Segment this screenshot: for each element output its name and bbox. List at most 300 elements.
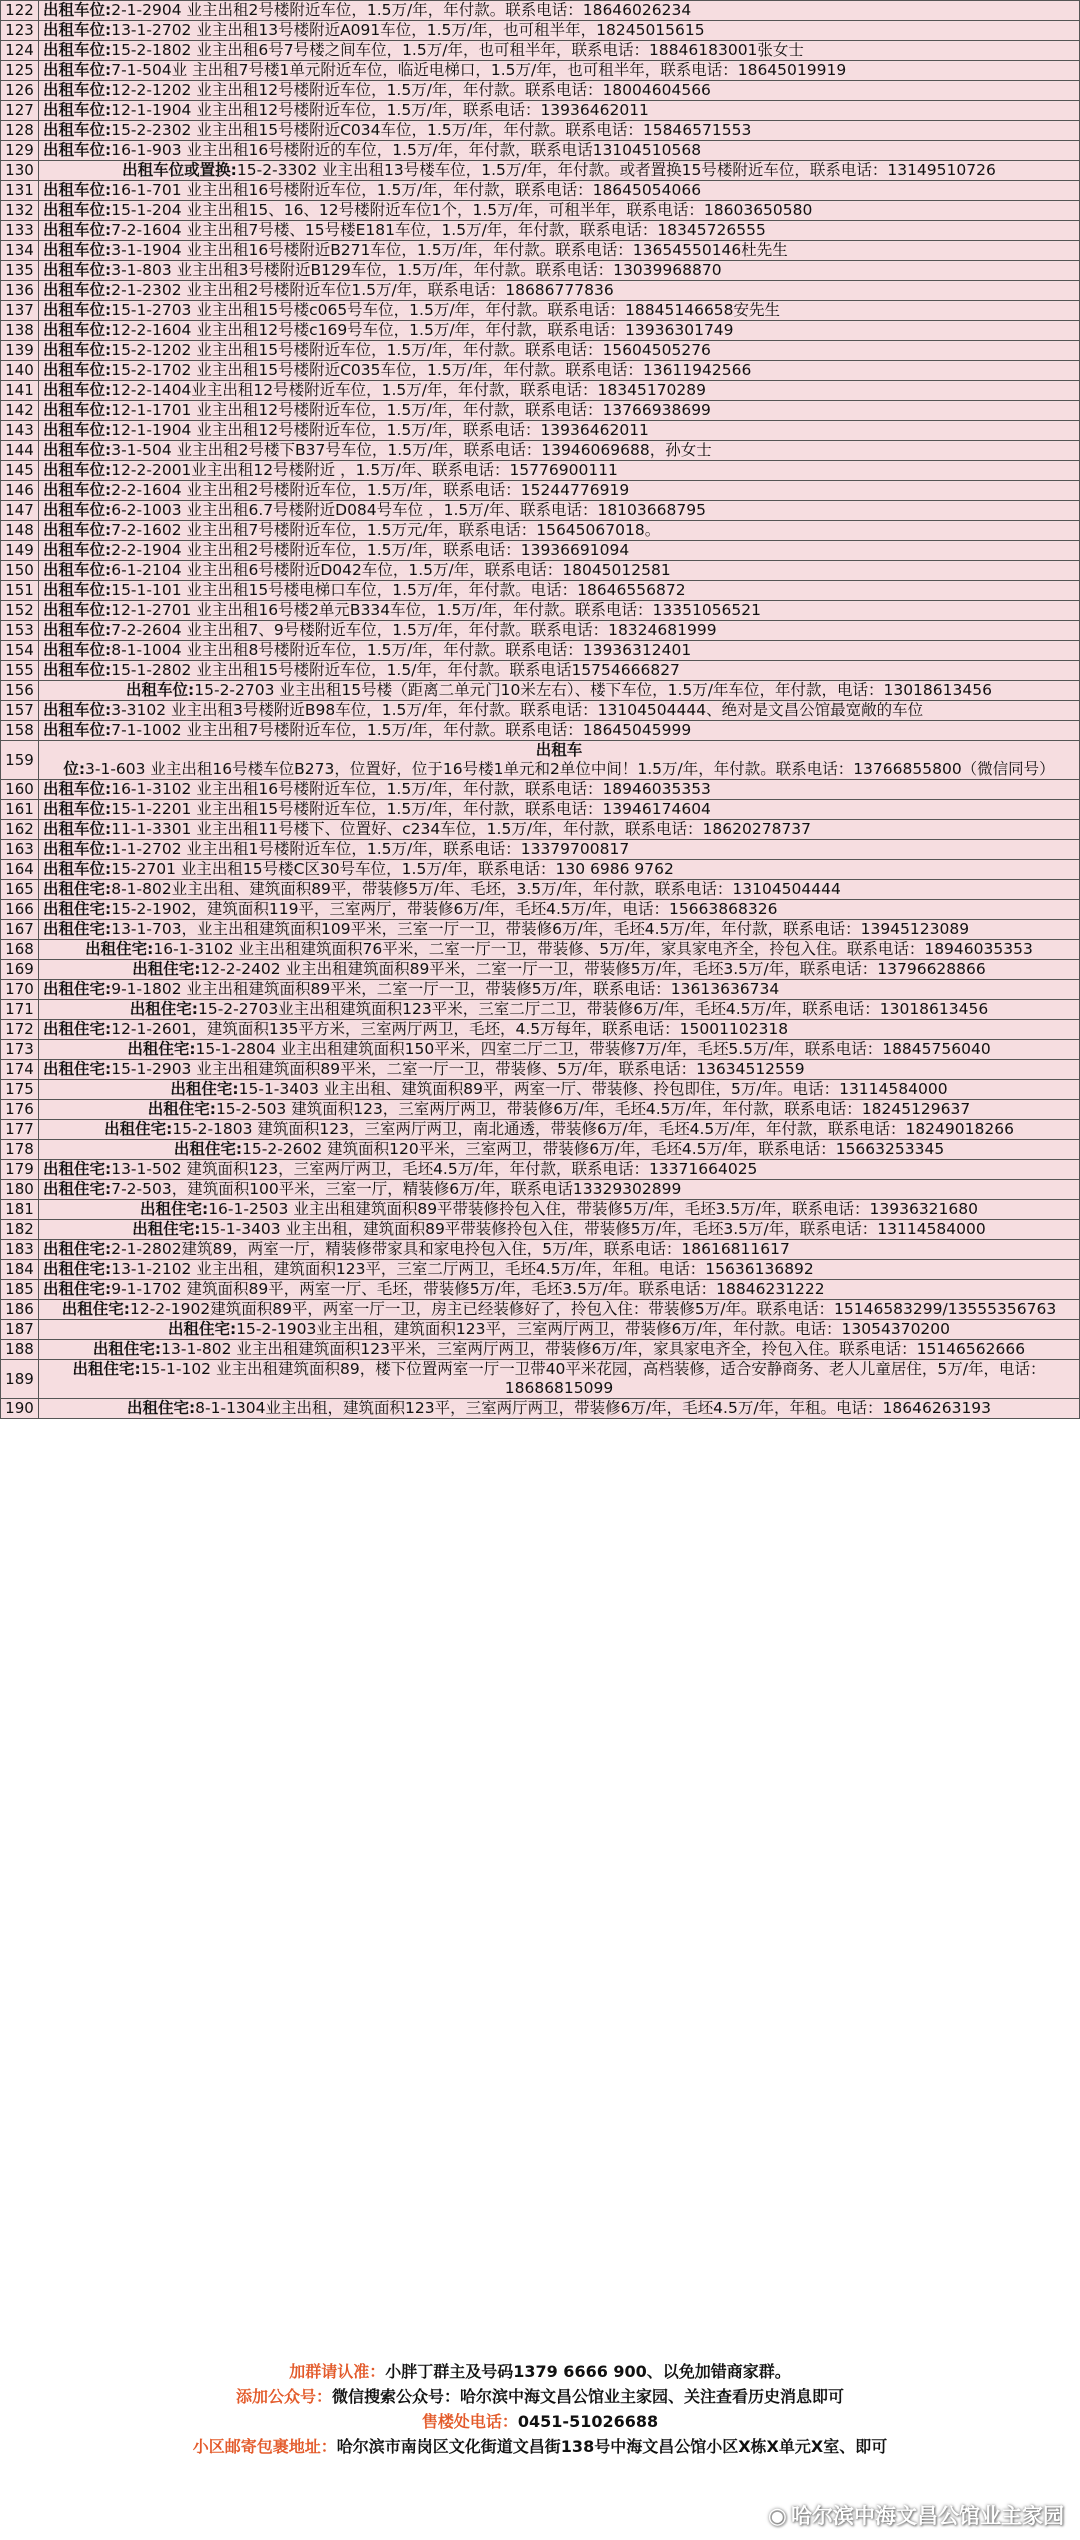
listing-type-label: 出租住宅: [43, 1060, 112, 1078]
listing-text: 15-2-2302 业主出租15号楼附近C034车位，1.5万/年，年付款。联系电话：15846571553 [111, 121, 752, 139]
listing-type-label: 出租住宅: [132, 1220, 201, 1238]
listing-description [39, 181, 1080, 201]
listing-description [39, 1100, 1080, 1120]
row-number: 136 [1, 281, 39, 301]
listing-description [39, 661, 1080, 681]
listing-text: 6-2-1003 业主出租6.7号楼附近D084号车位 ，1.5万/年、联系电话：18103668795 [111, 501, 706, 519]
row-number: 138 [1, 321, 39, 341]
row-number: 187 [1, 1320, 39, 1340]
listing-description [39, 241, 1080, 261]
listing-description [39, 1000, 1080, 1020]
listing-type-label: 出租住宅: [43, 880, 112, 898]
row-number: 171 [1, 1000, 39, 1020]
row-number: 145 [1, 461, 39, 481]
listing-text: 15-1-2903 业主出租建筑面积89平米，二室一厅一卫，带装修、5万/年，联系电话：13634512559 [111, 1060, 805, 1078]
listing-type-label: 出租住宅: [85, 940, 154, 958]
listing-type-label: 出租住宅: [92, 1340, 162, 1358]
listing-text: 13-1-502 建筑面积123，三室两厅两卫，毛坯4.5万/年，年付款，联系电话：13371664025 [111, 1160, 758, 1178]
watermark-text: 哈尔滨中海文昌公馆业主家园 [791, 2504, 1064, 2528]
listing-description [39, 920, 1080, 940]
listing-description [39, 521, 1080, 541]
listing-type-label: 出租住宅: [72, 1360, 141, 1378]
listing-description [39, 601, 1080, 621]
table-row [1, 441, 1080, 461]
listing-description [39, 321, 1080, 341]
listing-type-label: 出租住宅: [43, 1160, 112, 1178]
listing-type-label: 出租车位: [126, 681, 195, 699]
listing-text: 15-2-1903业主出租，建筑面积123平，三室两厅两卫，带装修6万/年，年付款。电话：13054370200 [236, 1320, 951, 1338]
listing-type-label: 出租车位: [43, 141, 112, 159]
row-number: 173 [1, 1040, 39, 1060]
row-number: 133 [1, 221, 39, 241]
listing-type-label: 出租车位: [43, 201, 112, 219]
listing-type-label: 出租车位: [43, 241, 112, 259]
listing-type-label: 出租住宅: [139, 1200, 209, 1218]
footer-join-label: 加群请认准： [289, 2362, 386, 2381]
listing-type-label: 出租车位: [43, 601, 112, 619]
listing-text: 15-1-204 业主出租15、16、12号楼附近车位1个，1.5万/年，可租半年，联系电话：18603650580 [111, 201, 813, 219]
row-number: 142 [1, 401, 39, 421]
table-row [1, 1280, 1080, 1300]
listing-description [39, 880, 1080, 900]
table-row [1, 101, 1080, 121]
listing-text: 2-1-2904 业主出租2号楼附近车位，1.5万/年，年付款。联系电话：18646026234 [111, 1, 692, 19]
listing-type-label: 出租车位: [43, 1, 112, 19]
row-number: 128 [1, 121, 39, 141]
listing-description [39, 940, 1080, 960]
table-row [1, 481, 1080, 501]
table-row [1, 561, 1080, 581]
listing-description [39, 741, 1080, 780]
listing-description [39, 421, 1080, 441]
listing-type-label: 出租车位: [43, 101, 112, 119]
listing-type-label: 出租住宅: [147, 1100, 216, 1118]
listing-type-label: 出租车位: [43, 21, 112, 39]
row-number: 172 [1, 1020, 39, 1040]
footer-address-line [0, 2437, 1080, 2457]
table-row [1, 1060, 1080, 1080]
row-number: 189 [1, 1360, 39, 1399]
listing-text: 3-1-803 业主出租3号楼附近B129车位，1.5万/年，年付款。联系电话：13039968870 [111, 261, 722, 279]
listing-description [39, 441, 1080, 461]
table-row [1, 601, 1080, 621]
table-row [1, 201, 1080, 221]
table-row [1, 1120, 1080, 1140]
listing-description [39, 701, 1080, 721]
listing-text: 13-1-2102 业主出租，建筑面积123平，三室二厅两卫，毛坯4.5万/年，年租。电话：15636136892 [111, 1260, 814, 1278]
listing-description [39, 1200, 1080, 1220]
table-row [1, 840, 1080, 860]
row-number: 144 [1, 441, 39, 461]
listing-text: 3-1-504 业主出租2号楼下B37号车位，1.5万/年，联系电话：13946069688，孙女士 [111, 441, 712, 459]
table-row [1, 1320, 1080, 1340]
listing-type-label: 出租车位: [43, 401, 112, 419]
footer-wechat-line [0, 2387, 1080, 2407]
listing-type-label: 出租住宅: [43, 1020, 112, 1038]
table-row [1, 521, 1080, 541]
listing-type-label: 出租车位: [43, 441, 112, 459]
table-row [1, 361, 1080, 381]
listing-text: 15-2701 业主出租15号楼C区30号车位，1.5万/年，联系电话：130 6986 9762 [111, 860, 674, 878]
listing-text: 15-2-1803 建筑面积123，三室两厅两卫，南北通透，带装修6万/年，毛坯4.5万/年，年付款，联系电话：18249018266 [172, 1120, 1014, 1138]
row-number: 163 [1, 840, 39, 860]
listing-type-label: 出租车位: [43, 521, 112, 539]
listing-description [39, 381, 1080, 401]
listing-text: 13-1-2702 业主出租13号楼附近A091车位，1.5万/年，也可租半年，18245015615 [111, 21, 705, 39]
listing-description [39, 820, 1080, 840]
row-number: 177 [1, 1120, 39, 1140]
table-row [1, 541, 1080, 561]
listing-type-label: 出租车位: [43, 581, 112, 599]
row-number: 130 [1, 161, 39, 181]
table-row [1, 1, 1080, 21]
row-number: 161 [1, 800, 39, 820]
listing-text: 12-1-1904 业主出租12号楼附近车位，1.5万/年，联系电话：13936462011 [111, 101, 649, 119]
listing-text: 7-2-2604 业主出租7、9号楼附近车位，1.5万/年，年付款。联系电话：18324681999 [111, 621, 717, 639]
listing-text: 2-1-2302 业主出租2号楼附近车位1.5万/年，联系电话：18686777836 [111, 281, 614, 299]
listing-description [39, 481, 1080, 501]
listing-text: 8-1-1004 业主出租8号楼附近车位，1.5万/年，年付款。联系电话：13936312401 [111, 641, 692, 659]
table-row [1, 940, 1080, 960]
listing-type-label: 出租车位: [43, 361, 112, 379]
listing-type-label: 出租车位: [43, 481, 112, 499]
row-number: 185 [1, 1280, 39, 1300]
listing-type-label: 出租住宅: [170, 1080, 239, 1098]
listing-text: 12-2-2402 业主出租建筑面积89平米，二室一厅一卫，带装修5万/年，毛坯3.5万/年，联系电话：13796628866 [200, 960, 986, 978]
listing-description [39, 341, 1080, 361]
listing-text: 7-2-1604 业主出租7号楼、15号楼E181车位，1.5万/年，年付款，联系电话：18345726555 [111, 221, 766, 239]
listing-text: 8-1-1304业主出租，建筑面积123平，三室两厅两卫，带装修6万/年，毛坯4.5万/年，年租。电话：18646263193 [195, 1399, 992, 1417]
table-row [1, 261, 1080, 281]
listing-type-label: 出租住宅: [129, 1000, 198, 1018]
listing-text: 7-1-504业 主出租7号楼1单元附近车位，临近电梯口，1.5万/年，也可租半年，联系电话：18645019919 [111, 61, 847, 79]
row-number: 129 [1, 141, 39, 161]
watermark [768, 2500, 1064, 2530]
table-row [1, 1240, 1080, 1260]
footer-sales-line [0, 2412, 1080, 2432]
row-number: 158 [1, 721, 39, 741]
table-row [1, 641, 1080, 661]
listing-text: 13-1-802 业主出租建筑面积123平米，三室两厅两卫，带装修6万/年，家具家电齐全，拎包入住。联系电话：15146562666 [161, 1340, 1026, 1358]
row-number: 141 [1, 381, 39, 401]
listing-text: 7-2-1602 业主出租7号楼附近车位，1.5万元/年，联系电话：15645067018。 [111, 521, 661, 539]
listing-description [39, 960, 1080, 980]
table-row [1, 1340, 1080, 1360]
listing-type-label: 出租住宅: [43, 1260, 112, 1278]
row-number: 182 [1, 1220, 39, 1240]
table-row [1, 381, 1080, 401]
row-number: 178 [1, 1140, 39, 1160]
table-row [1, 900, 1080, 920]
listing-text: 7-2-503，建筑面积100平米，三室一厅，精装修6万/年，联系电话13329302899 [111, 1180, 682, 1198]
listing-type-label: 出租车位: [43, 780, 112, 798]
listing-description [39, 361, 1080, 381]
listing-type-label: 出租住宅: [43, 920, 112, 938]
listing-description [39, 1340, 1080, 1360]
listing-text: 7-1-1002 业主出租7号楼附近车位，1.5万/年，年付款。联系电话：18645045999 [111, 721, 692, 739]
listing-text: 12-1-1701 业主出租12号楼附近车位，1.5万/年，年付款，联系电话：13766938699 [111, 401, 711, 419]
listing-text: 6-1-2104 业主出租6号楼附近D042车位，1.5万/年，联系电话：18045012581 [111, 561, 671, 579]
listing-type-label: 出租车位: [43, 820, 112, 838]
table-row [1, 41, 1080, 61]
listing-description [39, 301, 1080, 321]
listing-description [39, 161, 1080, 181]
table-row [1, 880, 1080, 900]
row-number: 137 [1, 301, 39, 321]
listing-description [39, 1180, 1080, 1200]
row-number: 126 [1, 81, 39, 101]
listing-text: 15-2-3302 业主出租13号楼车位，1.5万/年，年付款。或者置换15号楼附近车位，联系电话：13149510726 [236, 161, 996, 179]
listing-type-label: 出租车位: [43, 421, 112, 439]
listing-text: 15-2-1702 业主出租15号楼附近C035车位，1.5万/年，年付款。联系电话：13611942566 [111, 361, 752, 379]
row-number: 184 [1, 1260, 39, 1280]
footer [0, 2354, 1080, 2540]
listing-type-label: 出租车位: [43, 561, 112, 579]
listing-text: 15-2-1902，建筑面积119平，三室两厅，带装修6万/年，毛坯4.5万/年，电话：15663868326 [111, 900, 778, 918]
table-row [1, 1100, 1080, 1120]
row-number: 170 [1, 980, 39, 1000]
listing-text: 15-1-2802 业主出租15号楼附近车位，1.5/年，年付款。联系电话15754666827 [111, 661, 680, 679]
row-number: 188 [1, 1340, 39, 1360]
listing-text: 11-1-3301 业主出租11号楼下、位置好、c234车位，1.5万/年，年付款，联系电话：18620278737 [111, 820, 812, 838]
row-number: 162 [1, 820, 39, 840]
row-number: 146 [1, 481, 39, 501]
listing-text: 15-1-2804 业主出租建筑面积150平米，四室二厅二卫，带装修7万/年，毛坯5.5万/年，联系电话：18845756040 [195, 1040, 991, 1058]
listing-type-label: 出租车位: [43, 221, 112, 239]
row-number: 167 [1, 920, 39, 940]
listing-type-label: 出租住宅: [43, 900, 112, 918]
footer-join-line [0, 2362, 1080, 2382]
table-row [1, 1399, 1080, 1419]
table-row [1, 321, 1080, 341]
footer-wechat-value: 微信搜索公众号：哈尔滨中海文昌公馆业主家园、关注查看历史消息即可 [332, 2387, 845, 2406]
listing-text: 12-1-2701 业主出租16号楼2单元B334车位，1.5万/年，年付款。联系电话：13351056521 [111, 601, 762, 619]
listing-text: 12-1-1904 业主出租12号楼附近车位，1.5万/年，联系电话：13936462011 [111, 421, 649, 439]
listing-type-label: 出租车位: [43, 701, 112, 719]
table-row [1, 61, 1080, 81]
row-number: 149 [1, 541, 39, 561]
table-row [1, 301, 1080, 321]
listing-description [39, 900, 1080, 920]
table-row [1, 701, 1080, 721]
listing-text: 2-1-2802建筑89，两室一厅，精装修带家具和家电拎包入住，5万/年，联系电话：18616811617 [111, 1240, 790, 1258]
listing-type-label: 出租车位: [43, 261, 112, 279]
listing-type-label: 出租住宅: [127, 1040, 196, 1058]
table-row [1, 860, 1080, 880]
listing-type-label: 出租车位: [43, 301, 112, 319]
row-number: 176 [1, 1100, 39, 1120]
table-row [1, 1140, 1080, 1160]
listing-description [39, 561, 1080, 581]
listing-description [39, 1280, 1080, 1300]
listing-text: 1-1-2702 业主出租1号楼附近车位，1.5万/年，联系电话：13379700817 [111, 840, 630, 858]
row-number: 132 [1, 201, 39, 221]
listing-text: 16-1-2503 业主出租建筑面积89平带装修拎包入住，带装修5万/年，毛坯3.5万/年，联系电话：13936321680 [208, 1200, 978, 1218]
listing-type-label: 出租车位: [43, 461, 112, 479]
listing-type-label: 出租住宅: [167, 1320, 237, 1338]
row-number: 127 [1, 101, 39, 121]
table-row [1, 221, 1080, 241]
listing-description [39, 221, 1080, 241]
table-row [1, 141, 1080, 161]
row-number: 175 [1, 1080, 39, 1100]
row-number: 122 [1, 1, 39, 21]
listing-description [39, 401, 1080, 421]
listing-description [39, 860, 1080, 880]
table-row [1, 800, 1080, 820]
listing-description [39, 621, 1080, 641]
listing-text: 12-2-2001业主出租12号楼附近 ，1.5万/年、联系电话：15776900111 [111, 461, 618, 479]
row-number: 165 [1, 880, 39, 900]
table-row [1, 341, 1080, 361]
table-row [1, 681, 1080, 701]
row-number: 174 [1, 1060, 39, 1080]
listing-type-label: 出租住宅: [126, 1399, 196, 1417]
footer-sales-label: 售楼处电话： [421, 2412, 518, 2431]
listing-text: 16-1-701 业主出租16号楼附近车位，1.5万/年，年付款，联系电话：18645054066 [111, 181, 702, 199]
row-number: 134 [1, 241, 39, 261]
row-number: 186 [1, 1300, 39, 1320]
listing-type-label: 出租车位: [63, 741, 583, 778]
row-number: 123 [1, 21, 39, 41]
row-number: 135 [1, 261, 39, 281]
listing-text: 3-1-603 业主出租16号楼车位B273，位置好，位于16号楼1单元和2单位中间！1.5万/年，年付款。联系电话：13766855800（微信同号） [85, 760, 1055, 778]
footer-join-value: 小胖丁群主及号码1379 6666 900、以免加错商家群。 [385, 2362, 791, 2381]
row-number: 159 [1, 741, 39, 780]
listing-text: 15-1-3403 业主出租，建筑面积89平带装修拎包入住，带装修5万/年，毛坯3.5万/年，联系电话：13114584000 [200, 1220, 986, 1238]
table-row [1, 1260, 1080, 1280]
listing-text: 15-2-2703业主出租建筑面积123平米，三室二厅二卫，带装修6万/年，毛坯4.5万/年，联系电话：13018613456 [197, 1000, 989, 1018]
table-row [1, 1220, 1080, 1240]
row-number: 168 [1, 940, 39, 960]
row-number: 156 [1, 681, 39, 701]
listing-description [39, 800, 1080, 820]
listing-description [39, 1320, 1080, 1340]
listing-type-label: 出租住宅: [43, 1280, 112, 1298]
listing-text: 16-1-3102 业主出租建筑面积76平米，二室一厅一卫，带装修、5万/年，家具家电齐全，拎包入住。联系电话：18946035353 [153, 940, 1033, 958]
wechat-icon: ◉ [767, 2504, 787, 2529]
table-row [1, 401, 1080, 421]
row-number: 155 [1, 661, 39, 681]
listing-type-label: 出租车位: [43, 840, 112, 858]
listing-text: 15-2-2703 业主出租15号楼（距离二单元门10米左右）、楼下车位，1.5万/年车位，年付款，电话：13018613456 [194, 681, 992, 699]
table-row [1, 621, 1080, 641]
listing-type-label: 出租车位: [43, 721, 112, 739]
listing-description [39, 1020, 1080, 1040]
listing-table-body [1, 1, 1080, 1419]
listing-text: 12-1-2601，建筑面积135平方米，三室两厅两卫，毛坯，4.5万每年，联系电话：15001102318 [111, 1020, 789, 1038]
row-number: 125 [1, 61, 39, 81]
row-number: 180 [1, 1180, 39, 1200]
listing-text: 9-1-1802 业主出租建筑面积89平米，二室一厅一卫，带装修5万/年，联系电话：13613636734 [111, 980, 780, 998]
row-number: 140 [1, 361, 39, 381]
listing-description [39, 1360, 1080, 1399]
row-number: 166 [1, 900, 39, 920]
listing-text: 2-2-1604 业主出租2号楼附近车位，1.5万/年，联系电话：15244776919 [111, 481, 630, 499]
listing-text: 15-1-2201 业主出租15号楼附近车位，1.5万/年，年付款，联系电话：13946174604 [111, 800, 711, 818]
listing-description [39, 1120, 1080, 1140]
footer-wechat-label: 添加公众号： [235, 2387, 332, 2406]
listing-type-label: 出租车位或置换: [122, 161, 237, 179]
listing-description [39, 1040, 1080, 1060]
table-row [1, 920, 1080, 940]
row-number: 160 [1, 780, 39, 800]
row-number: 152 [1, 601, 39, 621]
listing-type-label: 出租车位: [43, 181, 112, 199]
table-row [1, 1200, 1080, 1220]
listing-type-label: 出租车位: [43, 641, 112, 659]
listing-type-label: 出租车位: [43, 621, 112, 639]
listing-description [39, 201, 1080, 221]
table-row [1, 161, 1080, 181]
table-row [1, 741, 1080, 780]
listing-description [39, 21, 1080, 41]
table-row [1, 241, 1080, 261]
listing-text: 12-2-1604 业主出租12号楼c169号车位，1.5万/年，年付款，联系电话：13936301749 [111, 321, 734, 339]
listing-text: 15-1-2703 业主出租15号楼c065号车位，1.5万/年，年付款。联系电话：18845146658安先生 [111, 301, 781, 319]
listing-text: 3-3102 业主出租3号楼附近B98车位，1.5万/年，年付款。联系电话：13104504444、绝对是文昌公馆最宽敞的车位 [111, 701, 924, 719]
row-number: 151 [1, 581, 39, 601]
row-number: 157 [1, 701, 39, 721]
listing-type-label: 出租车位: [43, 41, 112, 59]
listing-text: 13-1-703，业主出租建筑面积109平米，三室一厅一卫，带装修6万/年，毛坯4.5万/年，年付款，联系电话：13945123089 [111, 920, 970, 938]
table-row [1, 281, 1080, 301]
table-row [1, 581, 1080, 601]
listing-text: 12-2-1202 业主出租12号楼附近车位，1.5万/年，年付款。联系电话：18004604566 [111, 81, 711, 99]
table-row [1, 181, 1080, 201]
table-row [1, 21, 1080, 41]
row-number: 190 [1, 1399, 39, 1419]
listing-description [39, 1140, 1080, 1160]
listing-type-label: 出租住宅: [61, 1300, 130, 1318]
listing-description [39, 840, 1080, 860]
listing-type-label: 出租车位: [43, 121, 112, 139]
listing-text: 15-1-101 业主出租15号楼电梯口车位，1.5万/年，年付款。电话：18646556872 [111, 581, 686, 599]
table-row [1, 1080, 1080, 1100]
listing-text: 3-1-1904 业主出租16号楼附近B271车位，1.5万/年，年付款。联系电话：13654550146杜先生 [111, 241, 788, 259]
table-row [1, 461, 1080, 481]
row-number: 154 [1, 641, 39, 661]
listing-type-label: 出租车位: [43, 661, 112, 679]
table-row [1, 1180, 1080, 1200]
listing-text: 15-2-2602 建筑面积120平米，三室两卫，带装修6万/年，毛坯4.5万/年，联系电话：15663253345 [242, 1140, 945, 1158]
listing-description [39, 261, 1080, 281]
listing-text: 8-1-802业主出租、建筑面积89平，带装修5万/年、毛坯，3.5万/年，年付款，联系电话：13104504444 [111, 880, 841, 898]
listing-text: 16-1-3102 业主出租16号楼附近车位，1.5万/年，年付款，联系电话：18946035353 [111, 780, 711, 798]
listing-type-label: 出租住宅: [43, 980, 112, 998]
listing-description [39, 461, 1080, 481]
row-number: 183 [1, 1240, 39, 1260]
listing-description [39, 81, 1080, 101]
listing-type-label: 出租住宅: [104, 1120, 173, 1138]
listing-description [39, 581, 1080, 601]
listing-description [39, 681, 1080, 701]
row-number: 147 [1, 501, 39, 521]
listing-type-label: 出租车位: [43, 321, 112, 339]
listing-description [39, 1080, 1080, 1100]
listing-description [39, 780, 1080, 800]
table-row [1, 121, 1080, 141]
listing-description [39, 61, 1080, 81]
table-row [1, 721, 1080, 741]
row-number: 131 [1, 181, 39, 201]
listing-description [39, 41, 1080, 61]
listing-type-label: 出租车位: [43, 501, 112, 519]
table-row [1, 1300, 1080, 1320]
listing-type-label: 出租车位: [43, 81, 112, 99]
listing-type-label: 出租住宅: [173, 1140, 243, 1158]
listing-type-label: 出租车位: [43, 61, 112, 79]
